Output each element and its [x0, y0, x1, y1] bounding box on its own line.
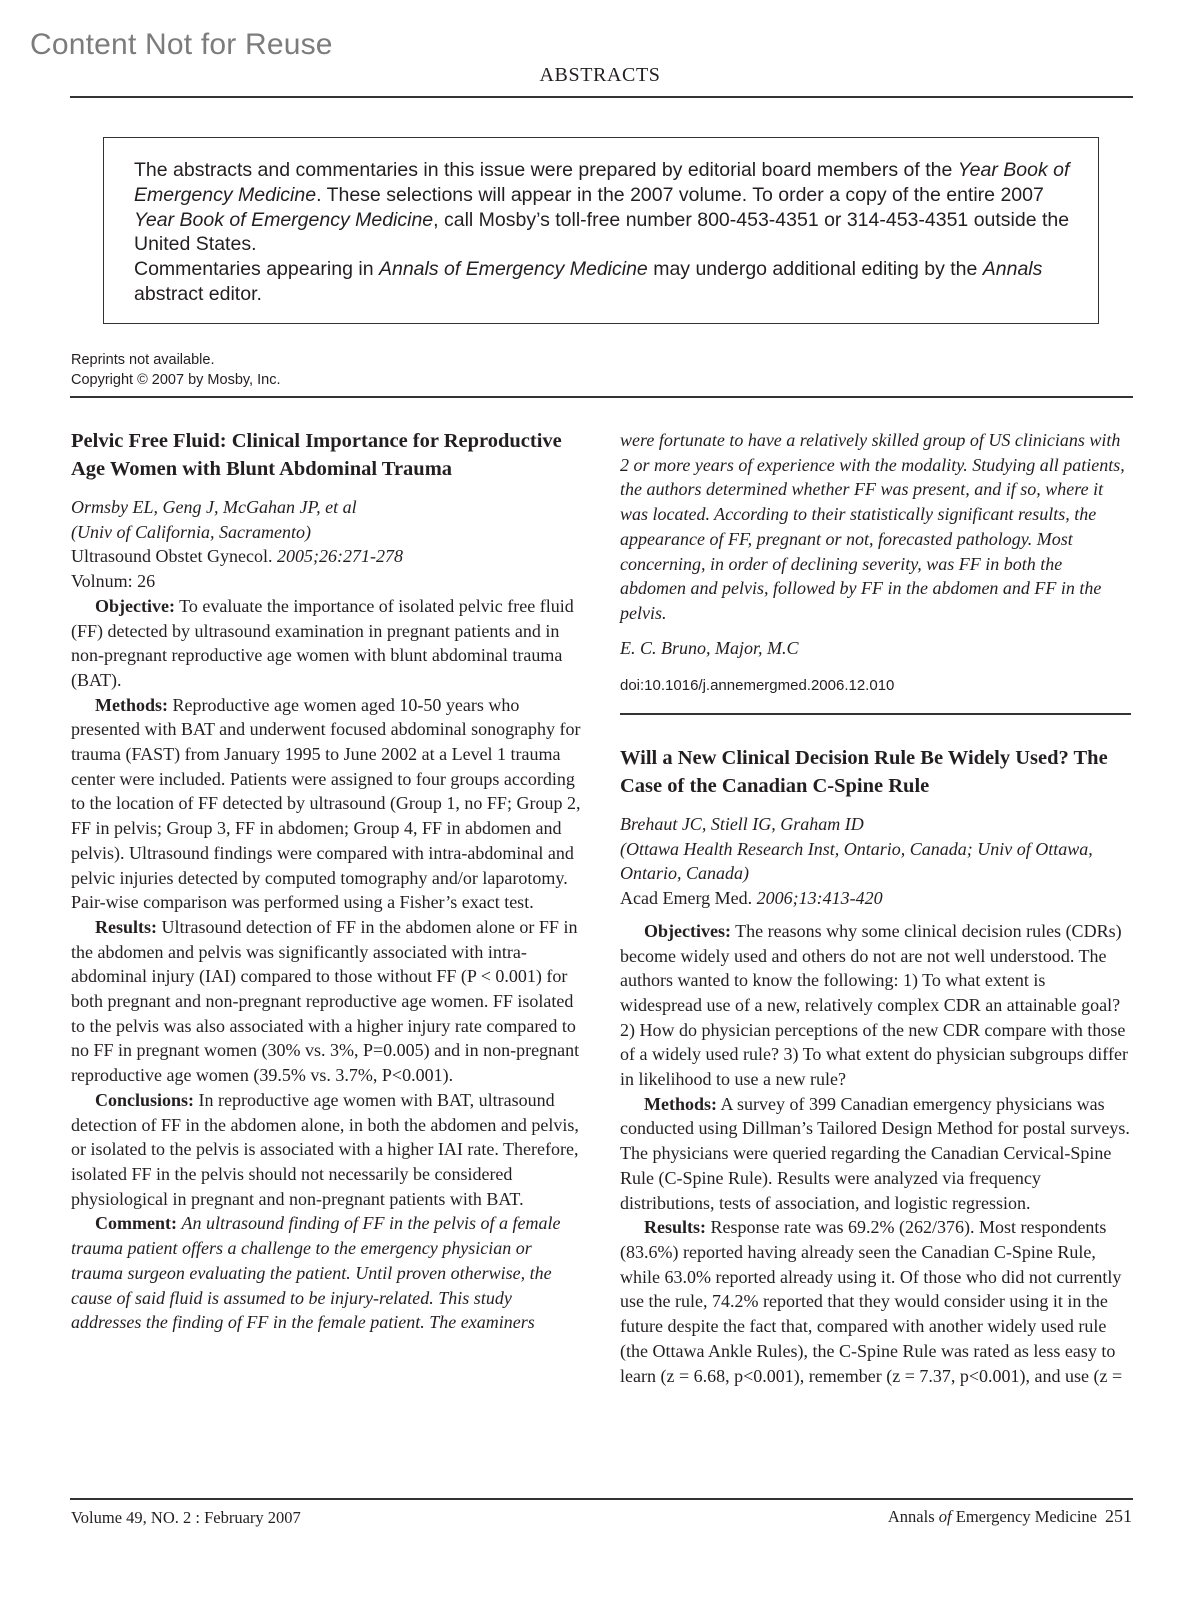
section-label: Objective: — [95, 595, 175, 616]
article1-comment-continued: were fortunate to have a relatively skilled group of US clinicians with 2 or more years of experience with the modality. Studying all patients, the authors determined whether FF was present, and if so, where it was located. According to their statistically significant results, the appearance of FF, pregnant or not, forecasted pathology. Most concerning, in order of declining severity, was FF in both the abdomen and pelvis, followed by FF in the abdomen and FF in the pelvis. — [620, 430, 1125, 623]
article1-comment — [71, 1211, 583, 1335]
footer-journal-info — [888, 1506, 1132, 1527]
article1-volume: Volnum: 26 — [71, 571, 156, 592]
section-label: Objectives: — [644, 920, 731, 941]
comment-text: An ultrasound finding of FF in the pelvis of a female trauma patient offers a challenge to the emergency physician or trauma surgeon evaluating the patient. Until proven otherwise, the cause of said fluid is assumed to be injury-related. This study addresses the finding of FF in the female patient. The examiners — [71, 1213, 561, 1333]
running-head: ABSTRACTS — [539, 64, 661, 86]
section-text: Ultrasound detection of FF in the abdomen alone or FF in the abdomen and pelvis was significantly associated with intra-abdominal injury (IAI) compared to those without FF (P < 0.001) for both pregnant and non-pregnant reproductive age women. FF isolated to the pelvis was also associated with a higher injury rate compared to no FF in pregnant women (30% vs. 3%, P=0.005) and in non-pregnant reproductive age women (39.5% vs. 3.7%, P<0.001). — [71, 916, 580, 1086]
article1-affiliation: (Univ of California, Sacramento) — [71, 521, 311, 542]
notice-text: , call Mosby’s toll-free number 800-453-4351 or 314-453-4351 outside the United States. — [134, 208, 1070, 256]
citation-numbers: 2005;26:271-278 — [276, 546, 403, 567]
article1-objective — [71, 594, 583, 693]
article1-doi: doi:10.1016/j.annemergmed.2006.12.010 — [620, 677, 895, 695]
section-label: Comment: — [95, 1213, 177, 1234]
section-text: To evaluate the importance of isolated pelvic free fluid (FF) detected by ultrasound examination in pregnant patients and in non-pregnant reproductive age women with blunt abdominal trauma (BAT). — [71, 595, 574, 690]
article1-conclusions — [71, 1088, 583, 1212]
section-text: In reproductive age women with BAT, ultrasound detection of FF in the abdomen alone, in both the abdomen and pelvis, or isolated to the pelvis is associated with a higher IAI rate. Therefore, isolated FF in the pelvis should not necessarily be considered physiological in pregnant and non-pregnant patients with BAT. — [71, 1089, 579, 1209]
article1-methods — [71, 693, 583, 915]
notice-journal-title: Annals of Emergency Medicine — [378, 258, 648, 281]
top-rule — [70, 96, 1133, 98]
article1-results — [71, 915, 583, 1088]
section-text: Reproductive age women aged 10-50 years who presented with BAT and underwent focused abdominal sonography for trauma (FAST) from January 1995 to June 2002 at a Level 1 trauma center were included. Patients were assigned to four groups according to the location of FF detected by ultrasound (Group 1, no FF; Group 2, FF in pelvis; Group 3, FF in abdomen; Group 4, FF in abdomen and pelvis). Ultrasound findings were compared with intra-abdominal and pelvic injuries detected by computed tomography and/or laparotomy. Pair-wise comparison was performed using a Fisher’s exact test. — [71, 694, 581, 913]
article1-title: Pelvic Free Fluid: Clinical Importance for Reproductive Age Women with Blunt Abdominal Trauma — [71, 430, 562, 480]
right-column — [620, 428, 1131, 1388]
footer-rule — [70, 1498, 1133, 1500]
watermark: Content Not for Reuse — [30, 28, 333, 61]
journal-name: Ultrasound Obstet Gynecol. — [71, 546, 273, 567]
notice-text: The abstracts and commentaries in this issue were prepared by editorial board members of the — [134, 159, 958, 181]
left-column — [71, 428, 583, 1335]
notice-text: . These selections will appear in the 2007 volume. To order a copy of the entire 2007 — [316, 183, 1044, 206]
reprint-notice — [71, 350, 281, 390]
section-label: Results: — [644, 1217, 706, 1238]
article2-affiliation: (Ottawa Health Research Inst, Ontario, Canada; Univ of Ottawa, Ontario, Canada) — [620, 838, 1093, 884]
article-separator — [620, 713, 1131, 715]
article2-citation — [620, 886, 1131, 911]
section-text: A survey of 399 Canadian emergency physicians was conducted using Dillman’s Tailored Design Method for postal surveys. The physicians were queried regarding the Canadian Cervical-Spine Rule (C-Spine Rule). Results were analyzed via frequency distributions, tests of association, and logistic regression. — [620, 1093, 1130, 1213]
section-label: Results: — [95, 916, 157, 937]
notice-text: abstract editor. — [134, 282, 262, 305]
notice-text: may undergo additional editing by the — [647, 258, 983, 281]
editorial-notice-box — [103, 137, 1099, 324]
footer-volume-info: Volume 49, NO. 2 : February 2007 — [71, 1508, 301, 1527]
section-rule — [70, 396, 1133, 398]
notice-paragraph-2 — [134, 257, 1070, 307]
reprint-line: Reprints not available. — [71, 352, 215, 368]
notice-book-title: Year Book of Emergency Medicine — [134, 208, 434, 231]
notice-text: Commentaries appearing in — [134, 258, 379, 281]
section-label: Methods: — [644, 1093, 717, 1114]
article1-citation — [71, 544, 583, 569]
section-text: Response rate was 69.2% (262/376). Most respondents (83.6%) reported having already seen the Canadian C-Spine Rule, while 63.0% reported already using it. Of those who did not currently use the rule, 74.2% reported that they would consider using it in the future despite the fact that, compared with another widely used rule (the Ottawa Ankle Rules), the C-Spine Rule was rated as less easy to learn (z = 6.68, p<0.001), remember (z = 7.37, p<0.001), and use (z = — [620, 1217, 1123, 1386]
journal-name: Acad Emerg Med. — [620, 888, 753, 909]
notice-book-title: Year Book of Emergency Medicine — [134, 159, 1070, 206]
article1-signature: E. C. Bruno, Major, M.C — [620, 637, 799, 658]
footer-journal-name: Annals — [887, 1507, 939, 1526]
footer-journal-name: Emergency Medicine — [951, 1507, 1097, 1526]
notice-paragraph-1 — [134, 158, 1070, 257]
article1-authors: Ormsby EL, Geng J, McGahan JP, et al — [71, 497, 357, 517]
article2-objectives — [620, 919, 1131, 1092]
notice-journal-title: Annals — [982, 258, 1043, 281]
article2-methods — [620, 1092, 1131, 1216]
page-number: 251 — [1105, 1506, 1132, 1526]
footer-journal-of: of — [938, 1507, 952, 1526]
section-text: The reasons why some clinical decision rules (CDRs) become widely used and others do not are not well understood. The authors wanted to know the following: 1) To what extent is widespread use of a new, relatively complex CDR an attainable goal? 2) How do physician perceptions of the new CDR compare with those of a widely used rule? 3) To what extent do physician subgroups differ in likelihood to use a new rule? — [620, 920, 1128, 1090]
article2-results — [620, 1215, 1131, 1388]
copyright-line: Copyright © 2007 by Mosby, Inc. — [71, 372, 281, 388]
section-label: Conclusions: — [95, 1089, 195, 1110]
article2-title: Will a New Clinical Decision Rule Be Widely Used? The Case of the Canadian C-Spine Rule — [620, 747, 1108, 797]
section-label: Methods: — [95, 694, 168, 715]
article2-authors: Brehaut JC, Stiell IG, Graham ID — [620, 814, 864, 835]
citation-numbers: 2006;13:413-420 — [756, 888, 883, 909]
